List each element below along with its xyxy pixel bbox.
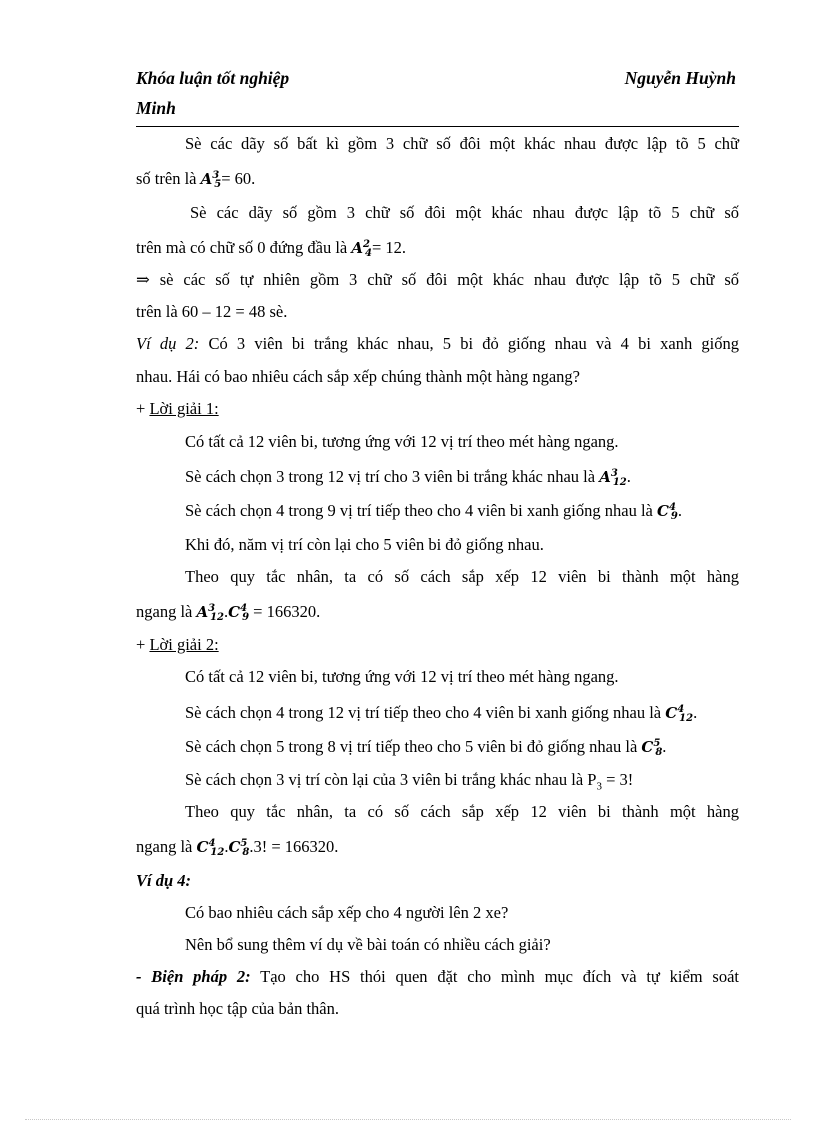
paragraph-line: Có tất cả 12 viên bi, tương ứng với 12 vị trí theo mét hàng ngang. (185, 432, 619, 451)
header-title: Khóa luận tốt nghiệp (136, 68, 290, 88)
paragraph-line: Có bao nhiêu cách sắp xếp cho 4 người lên 2 xe? (185, 903, 509, 922)
formula-c8-5: $C^5_8$ (228, 838, 250, 858)
example-2-line: Ví dụ 2: Có 3 viên bi trắng khác nhau, 5 bi đỏ giống nhau và 4 bi xanh giống (136, 334, 739, 353)
paragraph-line: quá trình học tập của bản thân. (136, 999, 339, 1018)
paragraph-line: Nên bổ sung thêm ví dụ về bài toán có nhiều cách giải? (185, 935, 551, 954)
paragraph-line: ⇒ sè các số tự nhiên gồm 3 chữ số đôi một khác nhau được lập tõ 5 chữ số (136, 270, 739, 289)
header-rule (136, 126, 739, 127)
paragraph-line: Sè các dãy số bất kì gồm 3 chữ số đôi một khác nhau được lập tõ 5 chữ (185, 134, 739, 153)
paragraph-line: ngang là $A^3_{12}.C^4_9 = 166320$. (136, 602, 321, 623)
formula-a42: $A^2_4$ (351, 239, 372, 259)
footer-rule (25, 1119, 791, 1120)
paragraph-line: Sè cách chọn 4 trong 9 vị trí tiếp theo cho 4 viên bi xanh giống nhau là $C^4_9$. (185, 501, 682, 522)
paragraph-line: Sè cách chọn 3 trong 12 vị trí cho 3 viên bi trắng khác nhau là $A^3_{12}$. (185, 467, 631, 488)
paragraph-line: trên là 60 – 12 = 48 sè. (136, 302, 288, 321)
formula-c8-5: $C^5_8$ (641, 738, 663, 758)
paragraph-line: Khi đó, năm vị trí còn lại cho 5 viên bi đỏ giống nhau. (185, 535, 544, 554)
formula-a53: $A^3_5$ (200, 170, 222, 190)
paragraph-line: số trên là $A^3_5= 60$. (136, 169, 256, 190)
header-author-continued: Minh (136, 98, 176, 118)
paragraph-line: Theo quy tắc nhân, ta có số cách sắp xếp 12 viên bi thành một hàng (185, 802, 739, 821)
example-4-label: Ví dụ 4: (136, 871, 192, 890)
paragraph-line: nhau. Hái có bao nhiêu cách sắp xếp chúng thành một hàng ngang? (136, 367, 580, 386)
paragraph-line: Sè cách chọn 4 trong 12 vị trí tiếp theo cho 4 viên bi xanh giống nhau là $C^4_{12}$. (185, 703, 698, 724)
paragraph-line: Theo quy tắc nhân, ta có số cách sắp xếp 12 viên bi thành một hàng (185, 567, 739, 586)
paragraph-line: Sè cách chọn 5 trong 8 vị trí tiếp theo cho 5 viên bi đỏ giống nhau là $C^5_8$. (185, 737, 667, 758)
formula-c9-4: $C^4_9$ (228, 603, 250, 623)
formula-c12-4: $C^4_{12}$ (665, 704, 694, 724)
formula-c12-4: $C^4_{12}$ (196, 838, 225, 858)
implies-arrow: ⇒ (136, 270, 150, 289)
solution-1-heading: + Lời giải 1: (136, 399, 219, 418)
paragraph-line: Sè cách chọn 3 vị trí còn lại của 3 viên bi trắng khác nhau là $P_3 = 3$! (185, 770, 634, 793)
formula-a12-3: $A^3_{12}$ (599, 468, 627, 488)
paragraph-line: Sè các dãy số gồm 3 chữ số đôi một khác nhau được lập tõ 5 chữ số (190, 203, 739, 222)
measure-2-line: - Biện pháp 2: Tạo cho HS thói quen đặt cho mình mục đích và tự kiểm soát (136, 967, 739, 986)
paragraph-line: trên mà có chữ số 0 đứng đầu là $A^2_4= 12$. (136, 238, 407, 259)
paragraph-line: Có tất cả 12 viên bi, tương ứng với 12 vị trí theo mét hàng ngang. (185, 667, 619, 686)
formula-c9-4: $C^4_9$ (656, 502, 678, 522)
formula-a12-3: $A^3_{12}$ (196, 603, 225, 623)
header-author: Nguyễn Huỳnh (624, 68, 736, 88)
paragraph-line: ngang là $C^4_{12}.C^5_8.3$! = 166320. (136, 837, 339, 858)
example-2-label: Ví dụ 2: (136, 334, 200, 353)
measure-2-label: - Biện pháp 2: (136, 967, 251, 986)
solution-2-heading: + Lời giải 2: (136, 635, 219, 654)
